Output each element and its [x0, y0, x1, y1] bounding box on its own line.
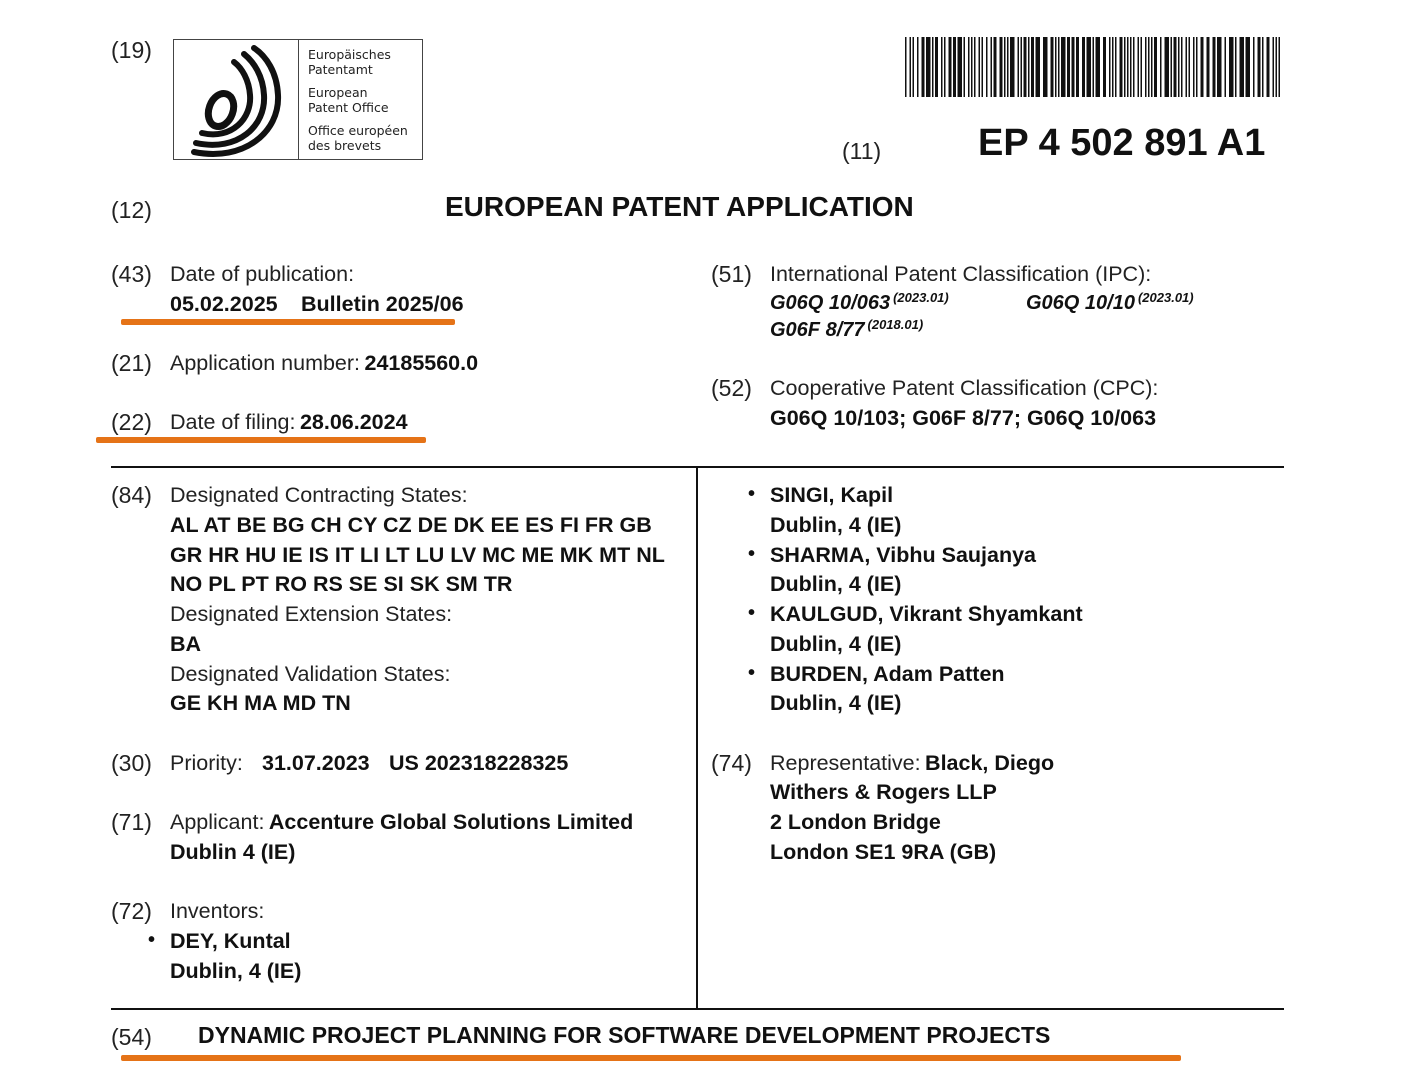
extension-states-label: Designated Extension States: [170, 602, 453, 626]
column-divider [696, 467, 698, 1009]
bullet-icon: • [748, 543, 756, 565]
code-30: (30) [111, 750, 152, 776]
code-74: (74) [711, 750, 752, 776]
code-21: (21) [111, 350, 152, 376]
inventor-name: KAULGUD, Vikrant Shyamkant [770, 602, 1083, 626]
inventors-label: Inventors: [170, 899, 265, 923]
logo-divider [298, 40, 299, 159]
code-72: (72) [111, 898, 152, 924]
code-11: (11) [842, 138, 882, 164]
representative-address-line: Withers & Rogers LLP [770, 780, 997, 804]
contracting-states-label: Designated Contracting States: [170, 483, 468, 507]
office-name-de: Europäisches Patentamt [308, 47, 391, 77]
bullet-icon: • [148, 929, 156, 951]
inventor-address: Dublin, 4 (IE) [770, 632, 902, 656]
validation-states: GE KH MA MD TN [170, 691, 351, 715]
inventor-name: BURDEN, Adam Patten [770, 662, 1005, 686]
representative-name: Black, Diego [925, 751, 1055, 775]
representative-address-line: 2 London Bridge [770, 810, 941, 834]
contracting-states-line: NO PL PT RO RS SE SI SK SM TR [170, 572, 513, 596]
code-52: (52) [711, 375, 752, 401]
code-19: (19) [111, 37, 152, 63]
bullet-icon: • [748, 483, 756, 505]
application-number-label: Application number: [170, 351, 361, 375]
applicant-address: Dublin 4 (IE) [170, 840, 296, 864]
applicant-name: Accenture Global Solutions Limited [268, 810, 634, 834]
inventor-address: Dublin, 4 (IE) [170, 959, 302, 983]
applicant-line [170, 810, 633, 835]
extension-states: BA [170, 632, 202, 656]
office-name-en: European Patent Office [308, 85, 389, 115]
code-84: (84) [111, 482, 152, 508]
inventor-name: DEY, Kuntal [170, 929, 291, 953]
cpc-value: G06Q 10/103; G06F 8/77; G06Q 10/063 [770, 406, 1157, 430]
ipc-item: G06F 8/77 $^{(2018.01)}$ [770, 317, 924, 341]
cpc-label: Cooperative Patent Classification (CPC): [770, 376, 1159, 400]
representative-address-line: London SE1 9RA (GB) [770, 840, 997, 864]
inventor-address: Dublin, 4 (IE) [770, 513, 902, 537]
bulletin: Bulletin 2025/06 [301, 292, 464, 316]
contracting-states-line: AL AT BE BG CH CY CZ DE DK EE ES FI FR GB [170, 513, 652, 537]
section-rule-bottom [111, 1008, 1284, 1010]
filing-date: 28.06.2024 [299, 410, 408, 434]
highlight-title [121, 1055, 1181, 1061]
representative-line [770, 751, 1054, 776]
epo-emblem-icon [174, 40, 294, 159]
code-54: (54) [111, 1024, 152, 1050]
application-number-line [170, 351, 478, 376]
priority-number: US 202318228325 [389, 751, 569, 775]
code-43: (43) [111, 261, 152, 287]
publication-number: EP 4 502 891 A1 [978, 122, 1266, 164]
application-number: 24185560.0 [364, 351, 479, 375]
ipc-item: G06Q 10/063 $^{(2023.01)}$ [770, 290, 949, 314]
priority-date: 31.07.2023 [262, 751, 370, 775]
applicant-label: Applicant: [170, 810, 265, 834]
inventor-name: SINGI, Kapil [770, 483, 894, 507]
publication-date-label: Date of publication: [170, 262, 355, 286]
inventor-address: Dublin, 4 (IE) [770, 572, 902, 596]
inventor-name: SHARMA, Vibhu Saujanya [770, 543, 1037, 567]
ipc-item: G06Q 10/10 $^{(2023.01)}$ [1026, 290, 1194, 314]
ipc-label: International Patent Classification (IPC): [770, 262, 1152, 286]
epo-logo [173, 39, 423, 160]
code-12: (12) [111, 197, 152, 223]
office-name-fr: Office européen des brevets [308, 123, 408, 153]
code-71: (71) [111, 809, 152, 835]
priority-label: Priority: [170, 751, 243, 775]
code-51: (51) [711, 261, 752, 287]
barcode [905, 37, 1281, 97]
bullet-icon: • [748, 602, 756, 624]
contracting-states-line: GR HR HU IE IS IT LI LT LU LV MC ME MK MT NL [170, 543, 665, 567]
bullet-icon: • [748, 662, 756, 684]
document-type: EUROPEAN PATENT APPLICATION [445, 191, 914, 222]
validation-states-label: Designated Validation States: [170, 662, 451, 686]
invention-title: DYNAMIC PROJECT PLANNING FOR SOFTWARE DEVELOPMENT PROJECTS [198, 1022, 1051, 1048]
publication-date: 05.02.2025 [170, 292, 278, 316]
inventor-address: Dublin, 4 (IE) [770, 691, 902, 715]
filing-date-label: Date of filing: [170, 410, 296, 434]
code-22: (22) [111, 409, 152, 435]
highlight-filing [96, 437, 426, 443]
filing-date-line [170, 410, 408, 435]
representative-label: Representative: [770, 751, 921, 775]
highlight-publication [121, 319, 455, 325]
